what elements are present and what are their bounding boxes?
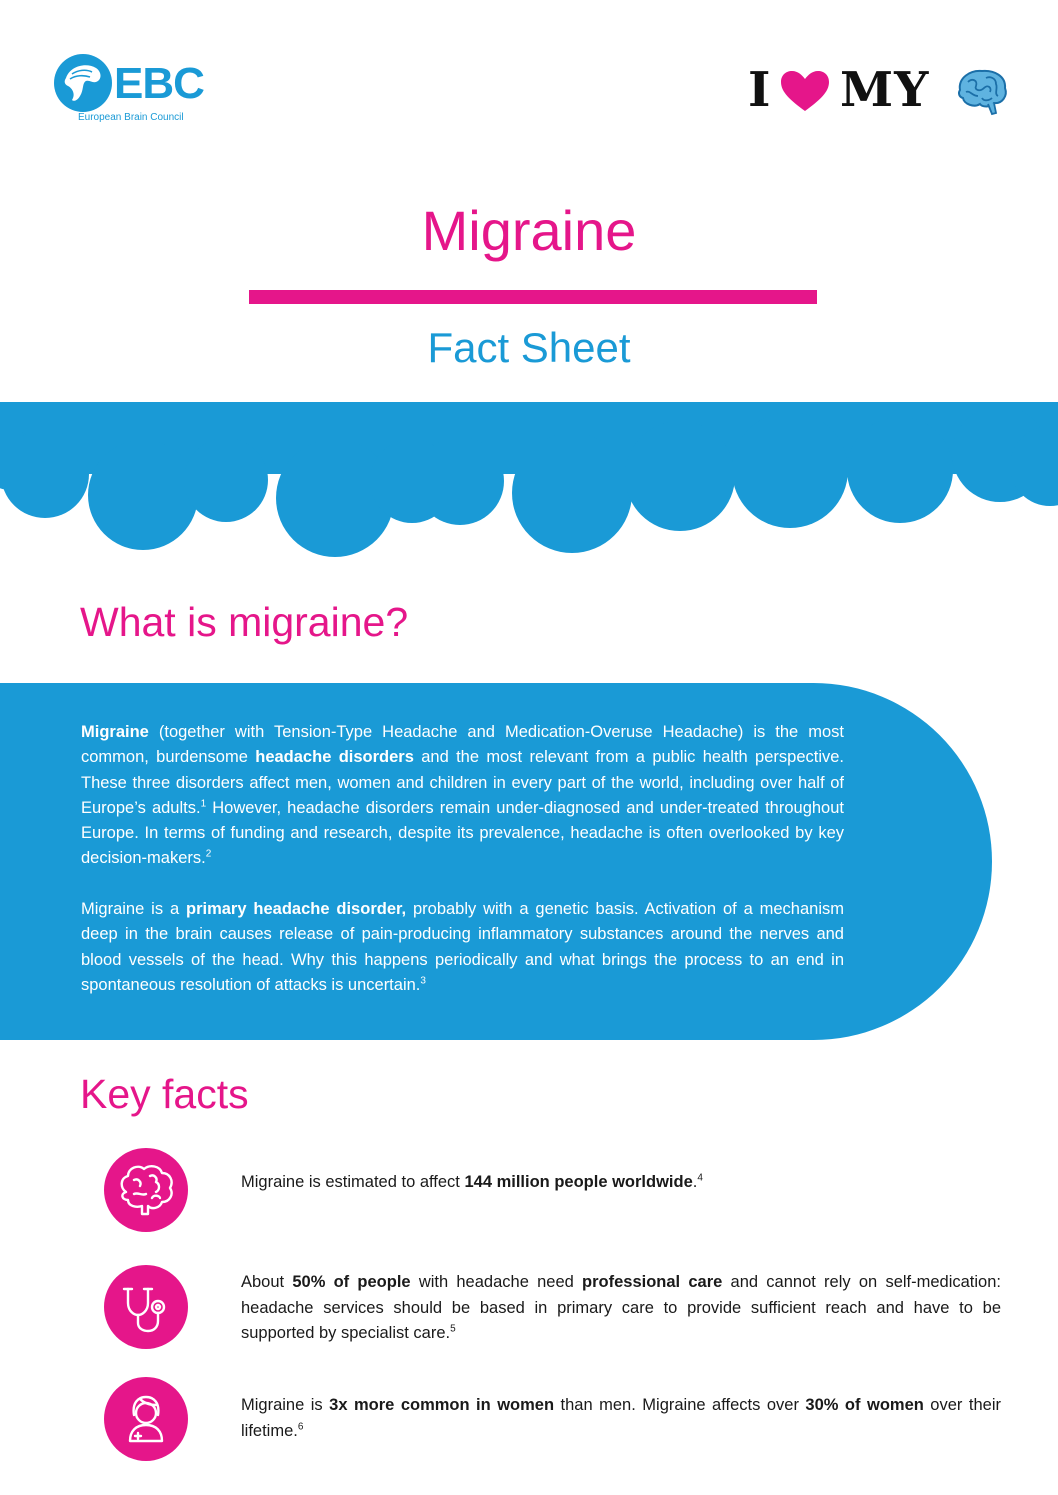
reference-marker: 5 (450, 1323, 456, 1335)
key-fact-1 (241, 1170, 1001, 1196)
reference-marker: 2 (205, 848, 212, 860)
ebc-subtitle: European Brain Council (78, 112, 184, 123)
intro-text: probably with a genetic basis. Activation of a mechanism deep in the brain causes release of pain-producing inflammatory substances around the nerves and blood vessels of the head. Why this happens periodically and what brings the process to an end in spontaneous resolution of attacks is uncertain. (81, 900, 844, 994)
page-subtitle: Fact Sheet (427, 324, 631, 371)
fact-text: About (241, 1273, 293, 1291)
intro-paragraph-2 (81, 897, 844, 998)
fact-text: Migraine is (241, 1396, 330, 1414)
intro-text: Migraine is a (81, 900, 186, 918)
ebc-brain-mark-icon (52, 52, 116, 114)
brain-icon (954, 66, 1010, 116)
logo-word-my: MY (840, 62, 930, 118)
intro-text: and the most relevant from a public health perspective. These three disorders affect men, women and children in every part of the world, including over half of Europe’s adults. (81, 748, 845, 817)
stethoscope-icon (104, 1265, 188, 1349)
woman-icon (104, 1377, 188, 1461)
i-love-my-brain-logo (748, 64, 1010, 116)
section-heading-what-is-migraine: What is migraine? (80, 599, 409, 645)
fact-text: with headache need (410, 1273, 583, 1291)
fact-text: over their lifetime. (241, 1396, 1001, 1440)
key-fact-2 (241, 1270, 1001, 1347)
heart-icon (780, 70, 830, 112)
fact-stethoscope-icon (104, 1265, 188, 1349)
brain-icon (104, 1148, 188, 1232)
page-title: Migraine (421, 199, 637, 262)
section-heading-key-facts: Key facts (80, 1071, 249, 1117)
ebc-logo (52, 52, 204, 132)
reference-marker: 1 (200, 798, 207, 810)
reference-marker: 4 (697, 1172, 703, 1184)
reference-marker: 6 (297, 1421, 304, 1433)
emphasis-headache-disorders: headache disorders (255, 748, 414, 767)
fact-emphasis: 144 million people worldwide (464, 1173, 693, 1191)
title-divider (249, 290, 817, 304)
reference-marker: 3 (420, 975, 426, 987)
fact-emphasis: 3x more common in women (329, 1396, 555, 1414)
logo-word-i: I (748, 62, 771, 118)
fact-emphasis: professional care (582, 1273, 723, 1291)
fact-brain-icon (104, 1148, 188, 1232)
ebc-wordmark: EBC (114, 59, 204, 108)
fact-text: than men. Migraine affects over (554, 1396, 806, 1414)
fact-woman-icon (104, 1377, 188, 1461)
fact-text: Migraine is estimated to affect (241, 1173, 465, 1191)
emphasis-primary-headache-disorder: primary headache disorder, (186, 900, 407, 918)
fact-emphasis: 30% of women (805, 1396, 924, 1414)
intro-text: (together with Tension-Type Headache and Medication-Overuse Headache) is the most common, burdensome (81, 723, 844, 767)
decorative-wave-band (0, 402, 1058, 562)
emphasis-migraine: Migraine (81, 723, 149, 741)
intro-paragraph-1 (81, 720, 844, 872)
fact-text: and cannot rely on self-medication: headache services should be based in primary care to provide sufficient reach and have to be supported by specialist care. (241, 1273, 1001, 1343)
key-fact-3 (241, 1393, 1001, 1444)
intro-text: However, headache disorders remain under-diagnosed and under-treated throughout Europe. In terms of funding and research, despite its prevalence, headache is often overlooked by key decision-makers. (81, 798, 844, 868)
fact-emphasis: 50% of people (292, 1273, 411, 1291)
fact-text: . (692, 1173, 698, 1191)
